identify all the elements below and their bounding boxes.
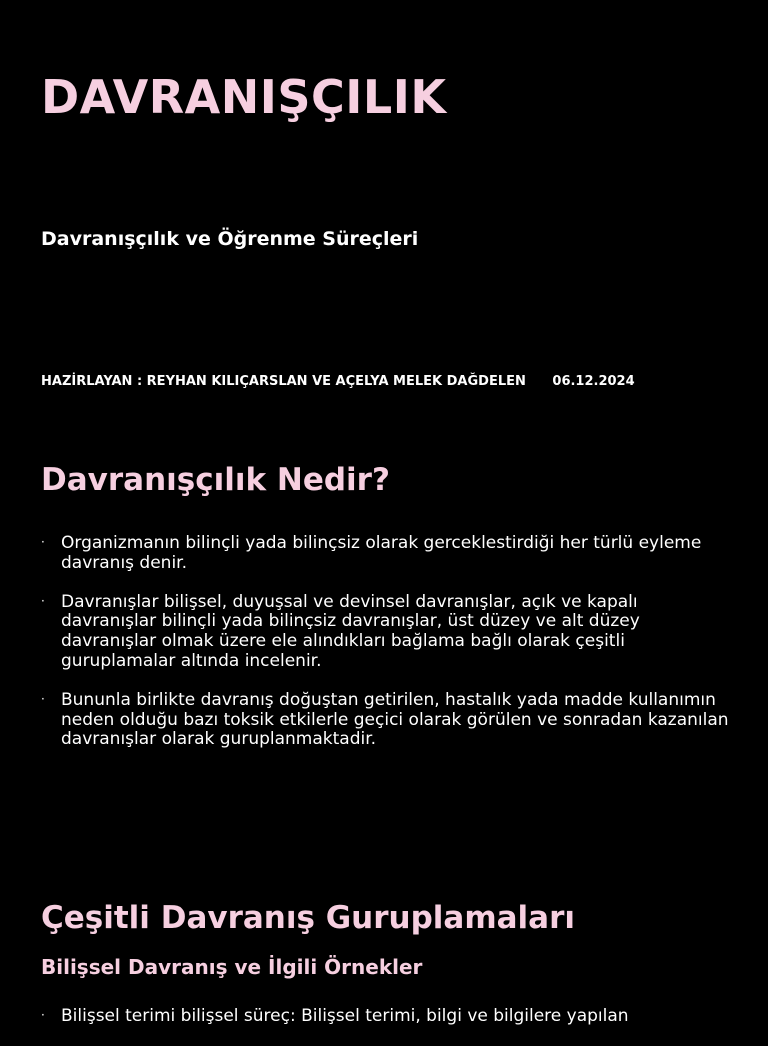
bullet-icon: ·	[41, 691, 45, 706]
definition-list	[41, 534, 731, 769]
section-subheading-bilissel: Bilişsel Davranış ve İlgili Örnekler	[41, 955, 423, 979]
section-heading-davranisicilik-nedir: Davranışçılık Nedir?	[41, 462, 390, 498]
date: 06.12.2024	[552, 374, 635, 389]
list-item-text: Davranışlar bilişsel, duyuşsal ve devinsel davranışlar, açık ve kapalı davranışlar bilinçli yada bilinçsiz davranışlar, üst düzey ve alt düzey davranışlar olmak üzere ele alındıkları bağlama bağlı olarak çeşitli guruplamalar altında incelenir.	[61, 591, 640, 671]
byline	[41, 374, 635, 389]
bullet-icon: ·	[41, 535, 45, 549]
section-heading-davranis-guruplamalari: Çeşitli Davranış Guruplamaları	[41, 900, 576, 936]
document-title: DAVRANIŞÇILIK	[41, 70, 447, 124]
list-item	[41, 534, 731, 574]
list-item	[41, 691, 731, 750]
list-item-text: Bununla birlikte davranış doğuştan getirilen, hastalık yada madde kullanımın neden olduğu bazı toksik etkilerle geçici olarak görülen ve sonradan kazanılan davranışlar olarak guruplanmaktadir.	[61, 689, 729, 750]
bilissel-list	[41, 1007, 731, 1046]
list-item-text: Organizmanın bilinçli yada bilinçsiz olarak gerceklestirdiği her türlü eyleme davranış denir.	[61, 533, 702, 573]
bullet-icon: ·	[41, 1008, 45, 1022]
bullet-icon: ·	[41, 593, 45, 608]
document-subtitle: Davranışçılık ve Öğrenme Süreçleri	[41, 228, 419, 250]
list-item	[41, 593, 731, 672]
list-item-text: Bilişsel terimi bilişsel süreç: Bilişsel terimi, bilgi ve bilgilere yapılan	[61, 1006, 629, 1026]
prepared-by: HAZİRLAYAN : REYHAN KILIÇARSLAN VE AÇELYA MELEK DAĞDELEN	[41, 374, 526, 389]
